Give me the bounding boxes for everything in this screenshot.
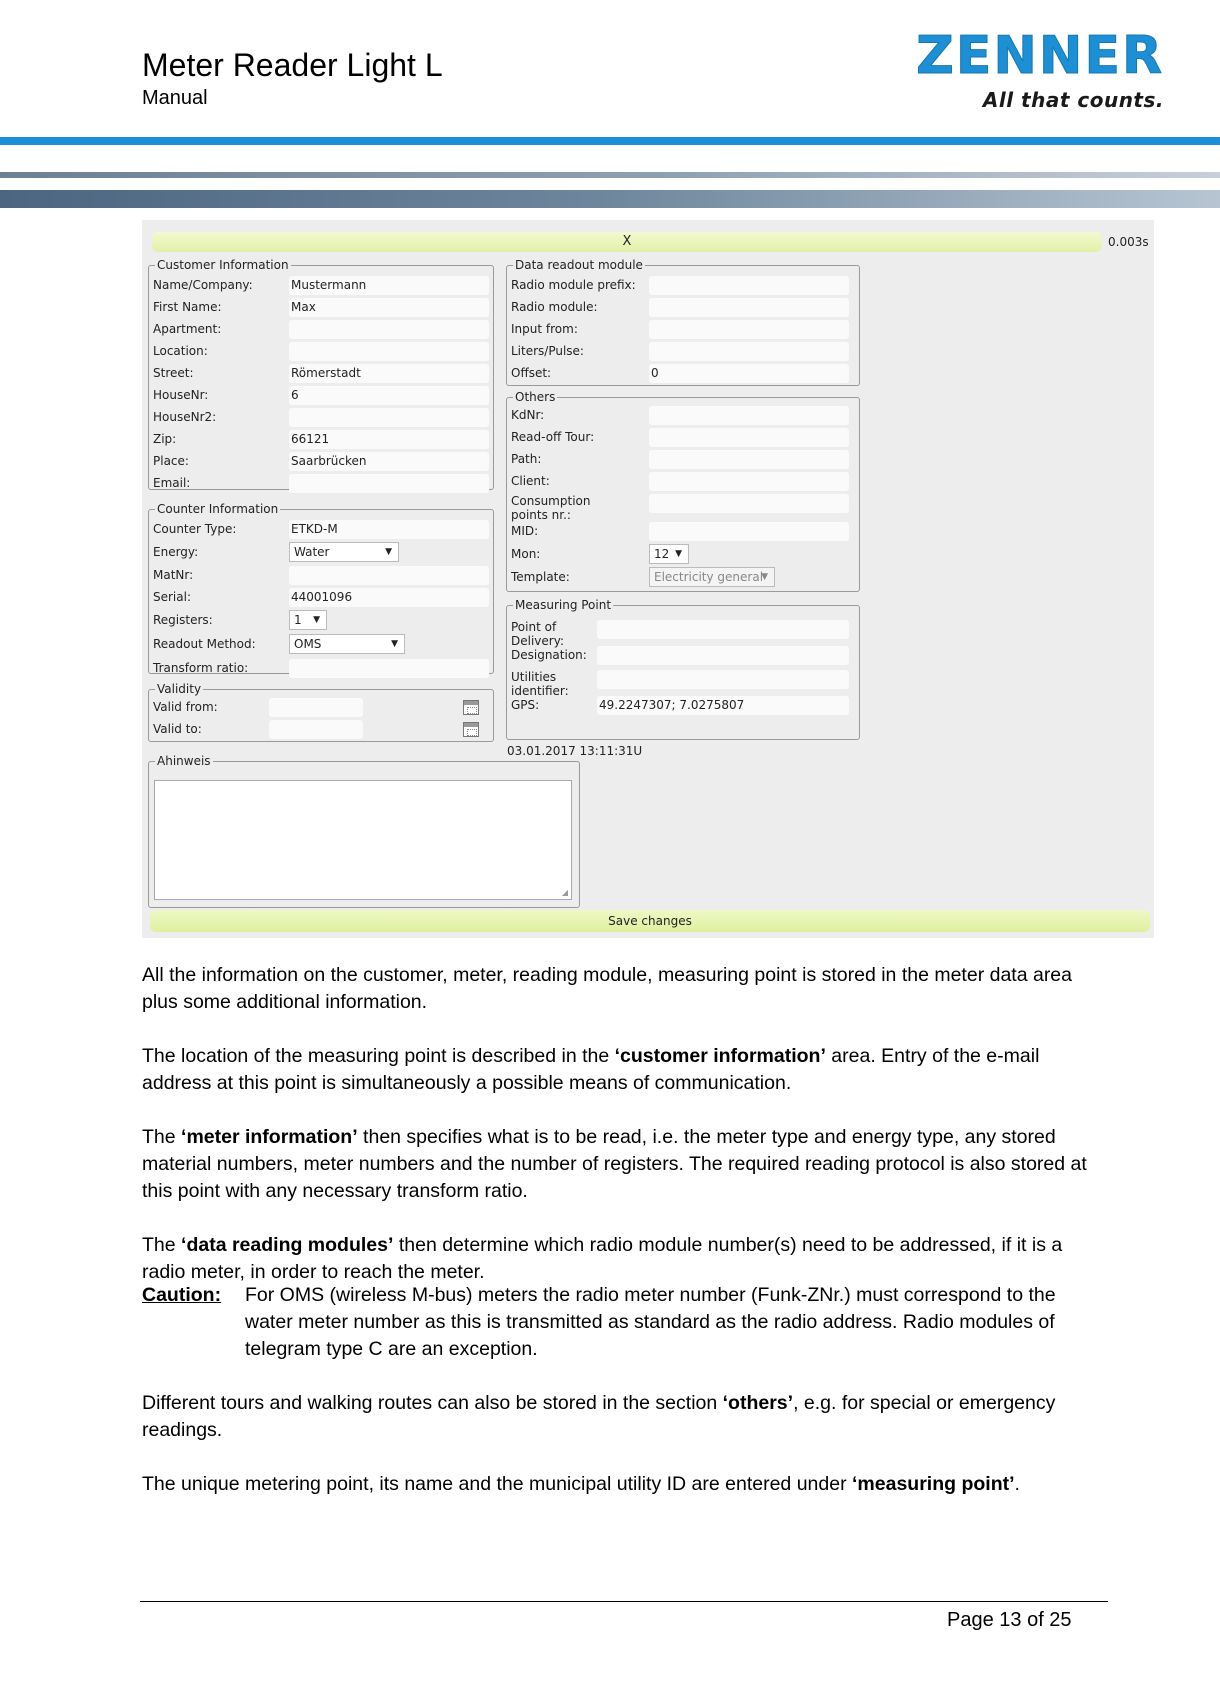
street-field[interactable]: Römerstadt bbox=[289, 364, 489, 383]
path-field[interactable] bbox=[649, 450, 849, 469]
text-span: The location of the measuring point is described in the bbox=[142, 1045, 615, 1067]
bold-term: ‘data reading modules’ bbox=[181, 1234, 394, 1256]
header-thick-band bbox=[0, 190, 1220, 208]
apartment-field[interactable] bbox=[289, 320, 489, 339]
template-select[interactable] bbox=[649, 567, 775, 587]
first-name-label: First Name: bbox=[153, 300, 222, 314]
mon-select[interactable] bbox=[649, 544, 689, 564]
readout-method-label: Readout Method: bbox=[153, 637, 256, 651]
paragraph-overview: All the information on the customer, meter, reading module, measuring point is stored in the meter data area plus some additional information. bbox=[142, 964, 1073, 1013]
template-value: Electricity general bbox=[654, 570, 764, 584]
kdnr-field[interactable] bbox=[649, 406, 849, 425]
street-label: Street: bbox=[153, 366, 194, 380]
footer-rule bbox=[140, 1601, 1108, 1602]
point-of-delivery-label: Point of Delivery: bbox=[511, 620, 564, 648]
text-span: , e.g. for special or emergency readings. bbox=[142, 1392, 1056, 1441]
registers-value: 1 bbox=[294, 613, 302, 627]
header-blue-band bbox=[0, 137, 1220, 145]
close-bar[interactable] bbox=[152, 232, 1102, 252]
input-from-field[interactable] bbox=[649, 320, 849, 339]
chevron-down-icon: ▼ bbox=[391, 639, 398, 649]
text-span: then specifies what is to be read, i.e. the meter type and energy type, any stored material numbers, meter numbers and the number of registers. The required reading protocol is also stored at this point with any necessary transform ratio. bbox=[142, 1126, 1087, 1202]
customer-information-legend: Customer Information bbox=[157, 258, 289, 272]
customer-information-group bbox=[148, 258, 494, 490]
template-label: Template: bbox=[511, 570, 570, 584]
name-field[interactable]: Mustermann bbox=[289, 276, 489, 295]
client-label: Client: bbox=[511, 474, 550, 488]
timer-readout: 0.003s bbox=[1108, 235, 1149, 249]
save-changes-button[interactable]: Save changes bbox=[150, 910, 1150, 932]
consumption-points-field[interactable] bbox=[649, 494, 849, 513]
measuring-point-legend: Measuring Point bbox=[515, 598, 612, 612]
mon-value: 12 bbox=[654, 547, 670, 561]
energy-value: Water bbox=[294, 545, 330, 559]
housenr2-label: HouseNr2: bbox=[153, 410, 217, 424]
zip-label: Zip: bbox=[153, 432, 177, 446]
validity-legend: Validity bbox=[157, 682, 202, 696]
housenr-field[interactable]: 6 bbox=[289, 386, 489, 405]
matnr-field[interactable] bbox=[289, 566, 489, 585]
bold-term: ‘meter information’ bbox=[181, 1126, 358, 1148]
data-readout-legend: Data readout module bbox=[515, 258, 643, 272]
readout-method-value: OMS bbox=[294, 637, 322, 651]
text-span: The bbox=[142, 1234, 182, 1256]
designation-label: Designation: bbox=[511, 648, 587, 662]
liters-pulse-label: Liters/Pulse: bbox=[511, 344, 584, 358]
transform-ratio-label: Transform ratio: bbox=[153, 661, 249, 675]
text-span: The unique metering point, its name and the municipal utility ID are entered under bbox=[142, 1473, 852, 1495]
input-from-label: Input from: bbox=[511, 322, 578, 336]
place-label: Place: bbox=[153, 454, 189, 468]
caution-note bbox=[142, 1282, 1102, 1363]
timestamp: 03.01.2017 13:11:31U bbox=[507, 744, 643, 758]
zenner-logo bbox=[916, 26, 1164, 112]
gps-field[interactable]: 49.2247307; 7.0275807 bbox=[597, 696, 849, 715]
meter-data-form-screenshot bbox=[142, 220, 1154, 938]
point-of-delivery-field[interactable] bbox=[597, 620, 849, 639]
calendar-icon[interactable] bbox=[463, 722, 479, 737]
validity-group bbox=[148, 682, 494, 742]
housenr-label: HouseNr: bbox=[153, 388, 209, 402]
mid-field[interactable] bbox=[649, 522, 849, 541]
client-field[interactable] bbox=[649, 472, 849, 491]
paragraph-meter-information bbox=[142, 1124, 1102, 1205]
kdnr-label: KdNr: bbox=[511, 408, 545, 422]
path-label: Path: bbox=[511, 452, 542, 466]
resize-grip-icon[interactable]: ◢ bbox=[561, 888, 568, 897]
counter-type-label: Counter Type: bbox=[153, 522, 237, 536]
consumption-points-label: Consumption points nr.: bbox=[511, 494, 591, 522]
others-legend: Others bbox=[515, 390, 556, 404]
paragraph-others bbox=[142, 1390, 1102, 1444]
offset-field[interactable]: 0 bbox=[649, 364, 849, 383]
registers-select[interactable] bbox=[289, 610, 327, 630]
utilities-identifier-label: Utilities identifier: bbox=[511, 670, 569, 698]
document-subtitle: Manual bbox=[142, 87, 208, 109]
bold-term: ‘measuring point’ bbox=[852, 1473, 1015, 1495]
calendar-icon[interactable] bbox=[463, 700, 479, 715]
location-field[interactable] bbox=[289, 342, 489, 361]
radio-module-field[interactable] bbox=[649, 298, 849, 317]
zip-field[interactable]: 66121 bbox=[289, 430, 489, 449]
counter-information-legend: Counter Information bbox=[157, 502, 279, 516]
logo-tagline: All that counts. bbox=[982, 88, 1164, 112]
caution-label: Caution: bbox=[142, 1284, 222, 1306]
offset-label: Offset: bbox=[511, 366, 552, 380]
chevron-down-icon: ▼ bbox=[675, 549, 682, 559]
read-off-tour-field[interactable] bbox=[649, 428, 849, 447]
registers-label: Registers: bbox=[153, 613, 213, 627]
others-group bbox=[506, 390, 860, 592]
counter-information-group bbox=[148, 502, 494, 674]
close-icon[interactable]: X bbox=[622, 234, 632, 249]
valid-from-label: Valid from: bbox=[153, 700, 218, 714]
measuring-point-group bbox=[506, 598, 860, 740]
text-span: . bbox=[1014, 1473, 1020, 1495]
bold-term: ‘others’ bbox=[722, 1392, 794, 1414]
logo-wordmark: ZENNER bbox=[916, 26, 1164, 86]
caution-text: For OMS (wireless M-bus) meters the radio meter number (Funk-ZNr.) must correspond to the water meter number as this is transmitted as standard as the radio address. Radio modules of telegram type C are an exception. bbox=[245, 1284, 1056, 1360]
email-label: Email: bbox=[153, 476, 191, 490]
text-span: The bbox=[142, 1126, 182, 1148]
bold-term: ‘customer information’ bbox=[614, 1045, 826, 1067]
energy-label: Energy: bbox=[153, 545, 199, 559]
valid-to-label: Valid to: bbox=[153, 722, 202, 736]
valid-from-field[interactable] bbox=[269, 698, 363, 717]
serial-field[interactable]: 44001096 bbox=[289, 588, 489, 607]
counter-type-field[interactable]: ETKD-M bbox=[289, 520, 489, 539]
location-label: Location: bbox=[153, 344, 208, 358]
body-text bbox=[142, 962, 1102, 1286]
utilities-identifier-field[interactable] bbox=[597, 670, 849, 689]
chevron-down-icon: ▼ bbox=[385, 547, 392, 557]
chevron-down-icon: ▼ bbox=[313, 615, 320, 625]
designation-field[interactable] bbox=[597, 646, 849, 665]
note-legend: Ahinweis bbox=[157, 754, 211, 768]
energy-select[interactable] bbox=[289, 542, 399, 562]
read-off-tour-label: Read-off Tour: bbox=[511, 430, 595, 444]
document-title: Meter Reader Light L bbox=[142, 47, 443, 83]
apartment-label: Apartment: bbox=[153, 322, 222, 336]
paragraph-customer-information bbox=[142, 1043, 1102, 1097]
radio-module-prefix-label: Radio module prefix: bbox=[511, 278, 636, 292]
transform-ratio-field[interactable] bbox=[289, 659, 489, 678]
valid-to-field[interactable] bbox=[269, 720, 363, 739]
paragraph-measuring-point bbox=[142, 1471, 1102, 1498]
readout-method-select[interactable] bbox=[289, 634, 405, 654]
document-header bbox=[142, 46, 443, 110]
liters-pulse-field[interactable] bbox=[649, 342, 849, 361]
text-span: Different tours and walking routes can also be stored in the section bbox=[142, 1392, 723, 1414]
header-thin-band bbox=[0, 172, 1220, 178]
paragraph-data-reading-modules bbox=[142, 1232, 1102, 1286]
serial-label: Serial: bbox=[153, 590, 191, 604]
mid-label: MID: bbox=[511, 524, 539, 538]
text-span: then determine which radio module number(s) need to be addressed, if it is a radio meter, in order to reach the meter. bbox=[142, 1234, 1063, 1283]
name-label: Name/Company: bbox=[153, 278, 253, 292]
gps-label: GPS: bbox=[511, 698, 540, 712]
note-textarea[interactable] bbox=[154, 780, 572, 900]
page-number: Page 13 of 25 bbox=[947, 1609, 1072, 1631]
matnr-label: MatNr: bbox=[153, 568, 194, 582]
body-text-lower bbox=[142, 1390, 1102, 1525]
email-field[interactable] bbox=[289, 474, 489, 493]
place-field[interactable]: Saarbrücken bbox=[289, 452, 489, 471]
radio-module-label: Radio module: bbox=[511, 300, 598, 314]
radio-module-prefix-field[interactable] bbox=[649, 276, 849, 295]
chevron-down-icon: ▼ bbox=[761, 572, 768, 582]
first-name-field[interactable]: Max bbox=[289, 298, 489, 317]
data-readout-module-group bbox=[506, 258, 860, 386]
housenr2-field[interactable] bbox=[289, 408, 489, 427]
text-span: area. Entry of the e-mail address at this point is simultaneously a possible means of communication. bbox=[142, 1045, 1040, 1094]
mon-label: Mon: bbox=[511, 547, 541, 561]
